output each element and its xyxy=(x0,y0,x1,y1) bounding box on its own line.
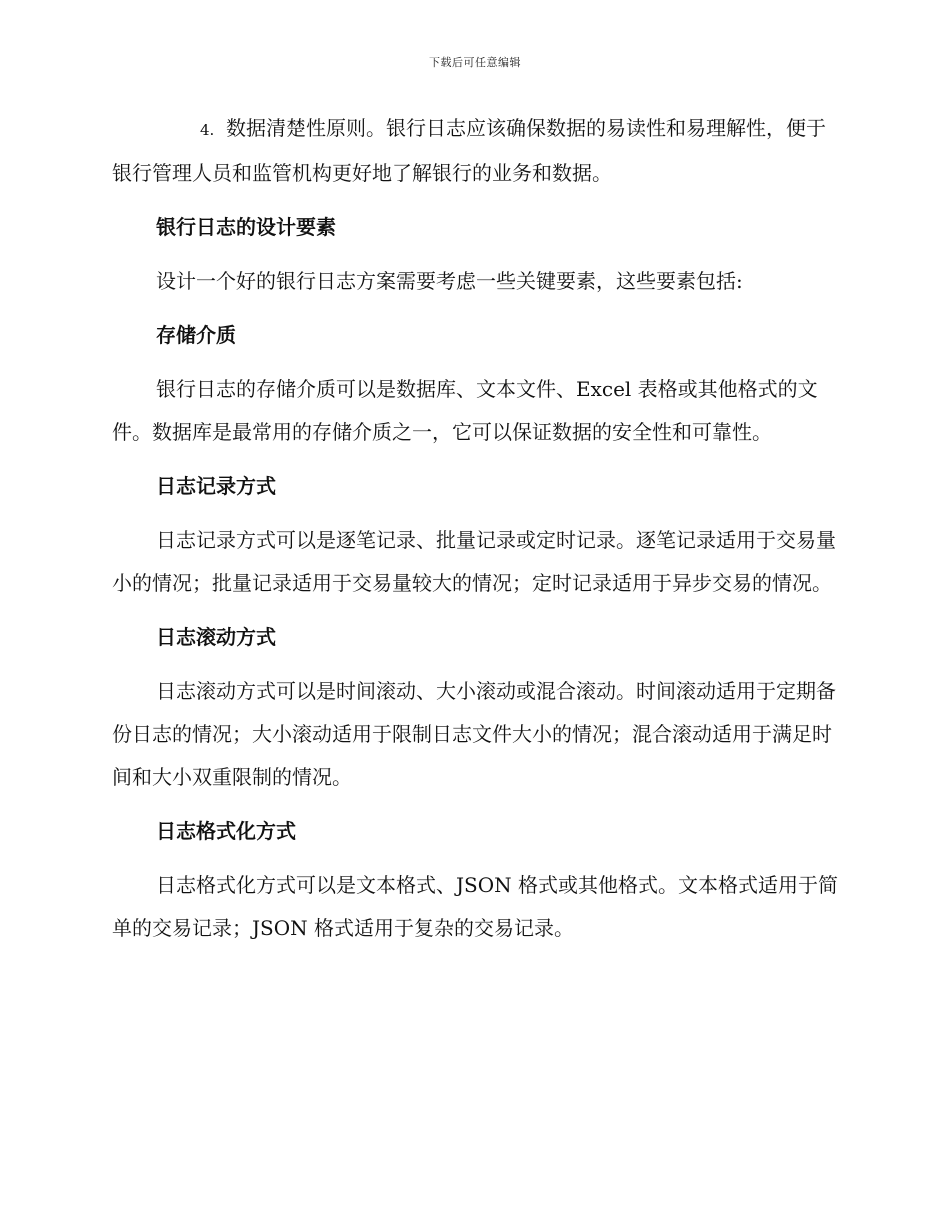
paragraph-design-intro: 设计一个好的银行日志方案需要考虑一些关键要素，这些要素包括: xyxy=(156,269,743,293)
section-heading-design: 银行日志的设计要素 xyxy=(156,215,336,239)
paragraph-rolling: 日志滚动方式可以是时间滚动、大小滚动或混合滚动。时间滚动适用于定期备份日志的情况；大小滚动适用于限制日志文件大小的情况；混合滚动适用于满足时间和大小双重限制的情况。 xyxy=(112,679,836,789)
item-number: 4. xyxy=(200,121,215,139)
page-content xyxy=(112,107,842,961)
section-heading-formatting: 日志格式化方式 xyxy=(156,819,296,843)
section-heading-recording: 日志记录方式 xyxy=(156,474,276,498)
paragraph-storage: 银行日志的存储介质可以是数据库、文本文件、Excel 表格或其他格式的文件。数据库是最常用的存储介质之一，它可以保证数据的安全性和可靠性。 xyxy=(112,377,818,444)
numbered-paragraph-4 xyxy=(112,107,842,195)
section-heading-storage: 存储介质 xyxy=(156,323,236,347)
page-header: 下载后可任意编辑 xyxy=(429,56,521,69)
paragraph-recording: 日志记录方式可以是逐笔记录、批量记录或定时记录。逐笔记录适用于交易量小的情况；批量记录适用于交易量较大的情况；定时记录适用于异步交易的情况。 xyxy=(112,528,836,595)
item-text: 数据清楚性原则。银行日志应该确保数据的易读性和易理解性，便于银行管理人员和监管机构更好地了解银行的业务和数据。 xyxy=(112,116,826,185)
section-heading-rolling: 日志滚动方式 xyxy=(156,625,276,649)
paragraph-formatting: 日志格式化方式可以是文本格式、JSON 格式或其他格式。文本格式适用于简单的交易记录；JSON 格式适用于复杂的交易记录。 xyxy=(112,873,838,940)
